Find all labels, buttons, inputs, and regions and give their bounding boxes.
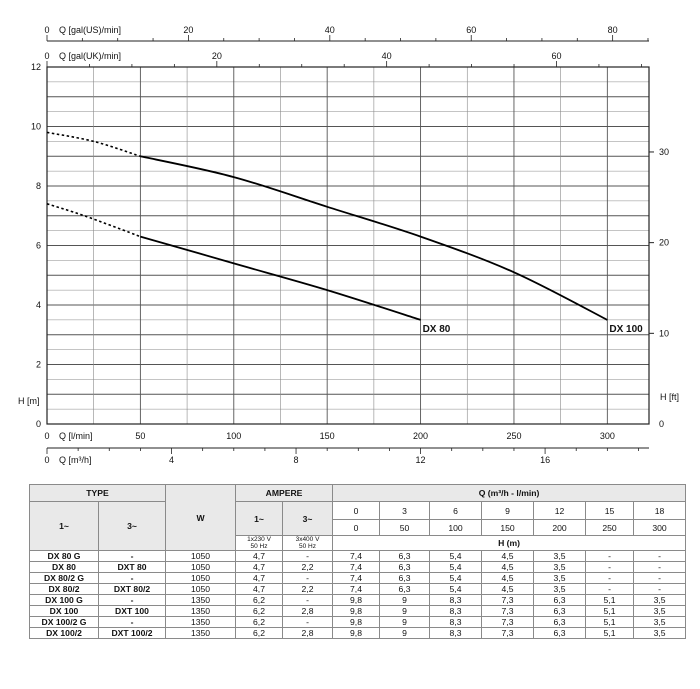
table-cell: 2,8	[283, 606, 333, 617]
q-lmin-cell: 250	[586, 520, 634, 536]
table-cell: 5,1	[586, 595, 634, 606]
table-cell: 9,8	[333, 595, 380, 606]
model-name: DX 100	[30, 606, 99, 617]
ft-tick-label: 10	[659, 328, 670, 339]
table-cell: 1350	[166, 617, 236, 628]
table-cell: -	[283, 573, 333, 584]
table-cell: 6,2	[236, 628, 283, 639]
gal-uk-tick-label: 0	[44, 51, 50, 61]
q-m3h-cell: 0	[333, 502, 380, 520]
table-cell: 4,5	[482, 562, 534, 573]
gal-us-tick-label: 20	[183, 25, 194, 35]
table-cell: 4,5	[482, 551, 534, 562]
table-cell: -	[634, 573, 686, 584]
model-3phase: -	[99, 595, 166, 606]
table-cell: 5,4	[430, 584, 482, 595]
table-cell: 3,5	[534, 584, 586, 595]
ft-tick-label: 30	[659, 146, 670, 157]
table-cell: 3,5	[534, 551, 586, 562]
table-cell: 6,3	[380, 562, 430, 573]
x-axis-label: Q [l/min]	[59, 431, 93, 441]
ft-tick-label: 20	[659, 237, 670, 248]
table-cell: -	[634, 551, 686, 562]
model-3phase: DXT 80/2	[99, 584, 166, 595]
table-cell: 5,1	[586, 628, 634, 639]
table-cell: 7,3	[482, 606, 534, 617]
table-cell: 3,5	[534, 573, 586, 584]
table-cell: 5,1	[586, 606, 634, 617]
table-cell: 6,3	[534, 595, 586, 606]
gal-uk-tick-label: 40	[381, 51, 392, 61]
table-cell: 7,4	[333, 584, 380, 595]
model-name: DX 100/2	[30, 628, 99, 639]
table-cell: -	[283, 617, 333, 628]
head-unit-header: H (m)	[333, 536, 686, 551]
table-cell: 2,8	[283, 628, 333, 639]
table-cell: 9,8	[333, 628, 380, 639]
table-cell: 3,5	[634, 595, 686, 606]
model-3phase: DXT 80	[99, 562, 166, 573]
y-axis-label: H [m]	[18, 396, 40, 406]
table-cell: 3,5	[534, 562, 586, 573]
one-phase-header: 1~	[30, 502, 99, 551]
table-cell: 1050	[166, 584, 236, 595]
table-cell: 1350	[166, 606, 236, 617]
table-cell: 5,1	[586, 617, 634, 628]
table-cell: 2,2	[283, 584, 333, 595]
x-tick-label: 300	[599, 431, 615, 441]
table-cell: 7,3	[482, 617, 534, 628]
table-cell: 7,4	[333, 573, 380, 584]
x-tick-label: 250	[506, 431, 522, 441]
chart-grid	[47, 67, 649, 424]
table-row	[30, 606, 686, 617]
ft-tick-label: 0	[659, 419, 665, 429]
voltage-three-phase-hz: 50 Hz	[299, 543, 316, 550]
table-row	[30, 584, 686, 595]
model-3phase: DXT 100/2	[99, 628, 166, 639]
gal-uk-tick-label: 60	[551, 51, 562, 61]
gal-us-axis-label: Q [gal(US)/min]	[59, 25, 122, 35]
model-name: DX 80/2	[30, 584, 99, 595]
model-name: DX 80/2 G	[30, 573, 99, 584]
x-tick-label: 50	[135, 431, 146, 441]
q-m3h-cell: 12	[534, 502, 586, 520]
gal-us-tick-label: 0	[44, 25, 50, 35]
q-lmin-cell: 200	[534, 520, 586, 536]
q-m3h-cell: 3	[380, 502, 430, 520]
voltage-one-phase-hz: 50 Hz	[250, 543, 268, 550]
table-row	[30, 551, 686, 562]
table-cell: 4,7	[236, 584, 283, 595]
table-cell: -	[586, 562, 634, 573]
table-cell: 7,3	[482, 595, 534, 606]
voltage-three-phase	[283, 536, 333, 551]
m3h-tick-label: 0	[44, 455, 50, 465]
table-cell: 1350	[166, 595, 236, 606]
table-cell: 6,3	[380, 551, 430, 562]
y-tick-label: 4	[35, 300, 41, 310]
ampere-header: AMPERE	[236, 485, 333, 502]
table-cell: 6,3	[380, 573, 430, 584]
y-tick-label: 0	[35, 419, 41, 429]
table-cell: 8,3	[430, 628, 482, 639]
q-m3h-cell: 9	[482, 502, 534, 520]
w-header: W	[166, 485, 236, 551]
table-cell: 9	[380, 628, 430, 639]
table-cell: 6,3	[534, 628, 586, 639]
table-cell: 4,5	[482, 584, 534, 595]
table-cell: 6,3	[380, 584, 430, 595]
table-cell: -	[634, 562, 686, 573]
q-lmin-cell: 300	[634, 520, 686, 536]
table-row	[30, 617, 686, 628]
q-m3h-cell: 15	[586, 502, 634, 520]
table-cell: 5,4	[430, 573, 482, 584]
model-3phase: -	[99, 617, 166, 628]
m3h-tick-label: 8	[293, 455, 299, 465]
q-lmin-cell: 150	[482, 520, 534, 536]
y2-axis-label: H [ft]	[660, 392, 680, 402]
table-cell: 9,8	[333, 606, 380, 617]
q-lmin-cell: 50	[380, 520, 430, 536]
table-cell: 3,5	[634, 628, 686, 639]
table-cell: 6,3	[534, 617, 586, 628]
table-cell: 1050	[166, 562, 236, 573]
table-cell: 7,4	[333, 551, 380, 562]
table-cell: 9	[380, 617, 430, 628]
table-cell: 5,4	[430, 562, 482, 573]
table-cell: 4,7	[236, 573, 283, 584]
table-cell: 3,5	[634, 606, 686, 617]
y-tick-label: 8	[35, 181, 41, 191]
q-lmin-cell: 0	[333, 520, 380, 536]
performance-table	[29, 484, 686, 639]
amp-three-phase-header: 3~	[283, 502, 333, 536]
table-cell: 4,7	[236, 551, 283, 562]
m3h-tick-label: 12	[415, 455, 426, 465]
y-tick-label: 6	[35, 240, 41, 251]
voltage-one-phase	[236, 536, 283, 551]
y-tick-label: 2	[35, 359, 41, 370]
table-cell: 4,7	[236, 562, 283, 573]
model-name: DX 80	[30, 562, 99, 573]
series-label: DX 80	[422, 323, 451, 335]
chart-axes	[18, 25, 679, 465]
table-cell: 9	[380, 595, 430, 606]
model-3phase: -	[99, 573, 166, 584]
x-tick-label: 100	[226, 431, 242, 441]
q-m3h-cell: 18	[634, 502, 686, 520]
model-3phase: -	[99, 551, 166, 562]
model-3phase: DXT 100	[99, 606, 166, 617]
voltage-one-phase-v: 1x230 V	[247, 536, 271, 543]
y-tick-label: 10	[30, 121, 41, 132]
table-cell: -	[634, 584, 686, 595]
m3h-tick-label: 16	[540, 455, 551, 465]
table-cell: 1050	[166, 573, 236, 584]
table-cell: 6,2	[236, 617, 283, 628]
x-tick-label: 150	[319, 431, 335, 441]
table-row	[30, 628, 686, 639]
m3h-axis-label: Q [m³/h]	[59, 455, 92, 465]
m3h-tick-label: 4	[169, 455, 175, 465]
table-cell: 8,3	[430, 595, 482, 606]
amp-one-phase-header: 1~	[236, 502, 283, 536]
model-name: DX 100 G	[30, 595, 99, 606]
voltage-three-phase-v: 3x400 V	[295, 536, 320, 543]
table-cell: 5,4	[430, 551, 482, 562]
q-lmin-cell: 100	[430, 520, 482, 536]
table-cell: 3,5	[634, 617, 686, 628]
table-cell: 7,4	[333, 562, 380, 573]
table-row	[30, 595, 686, 606]
table-cell: 6,2	[236, 595, 283, 606]
gal-us-tick-label: 60	[466, 25, 477, 35]
gal-uk-axis-label: Q [gal(UK)/min]	[59, 51, 122, 61]
chart-labels	[423, 324, 644, 335]
table-cell: 1350	[166, 628, 236, 639]
table-cell: -	[586, 584, 634, 595]
gal-us-tick-label: 40	[324, 25, 335, 35]
table-cell: -	[283, 595, 333, 606]
table-cell: 4,5	[482, 573, 534, 584]
q-m3h-cell: 6	[430, 502, 482, 520]
x-tick-label: 200	[413, 431, 429, 441]
three-phase-header: 3~	[99, 502, 166, 551]
table-cell: 6,3	[534, 606, 586, 617]
table-cell: -	[283, 551, 333, 562]
table-cell: 8,3	[430, 617, 482, 628]
table-row	[30, 562, 686, 573]
type-header: TYPE	[30, 485, 166, 502]
table-cell: 9	[380, 606, 430, 617]
table-row	[30, 573, 686, 584]
model-name: DX 100/2 G	[30, 617, 99, 628]
table-cell: -	[586, 573, 634, 584]
q-header: Q (m³/h - l/min)	[333, 485, 686, 502]
table-cell: 9,8	[333, 617, 380, 628]
table-cell: 6,2	[236, 606, 283, 617]
x-tick-label: 0	[44, 431, 50, 441]
gal-uk-tick-label: 20	[211, 51, 222, 61]
series-label: DX 100	[609, 323, 643, 335]
y-tick-label: 12	[30, 62, 41, 72]
table-cell: -	[586, 551, 634, 562]
table-cell: 7,3	[482, 628, 534, 639]
gal-us-tick-label: 80	[607, 25, 618, 35]
model-name: DX 80 G	[30, 551, 99, 562]
table-cell: 8,3	[430, 606, 482, 617]
table-cell: 1050	[166, 551, 236, 562]
table-cell: 2,2	[283, 562, 333, 573]
